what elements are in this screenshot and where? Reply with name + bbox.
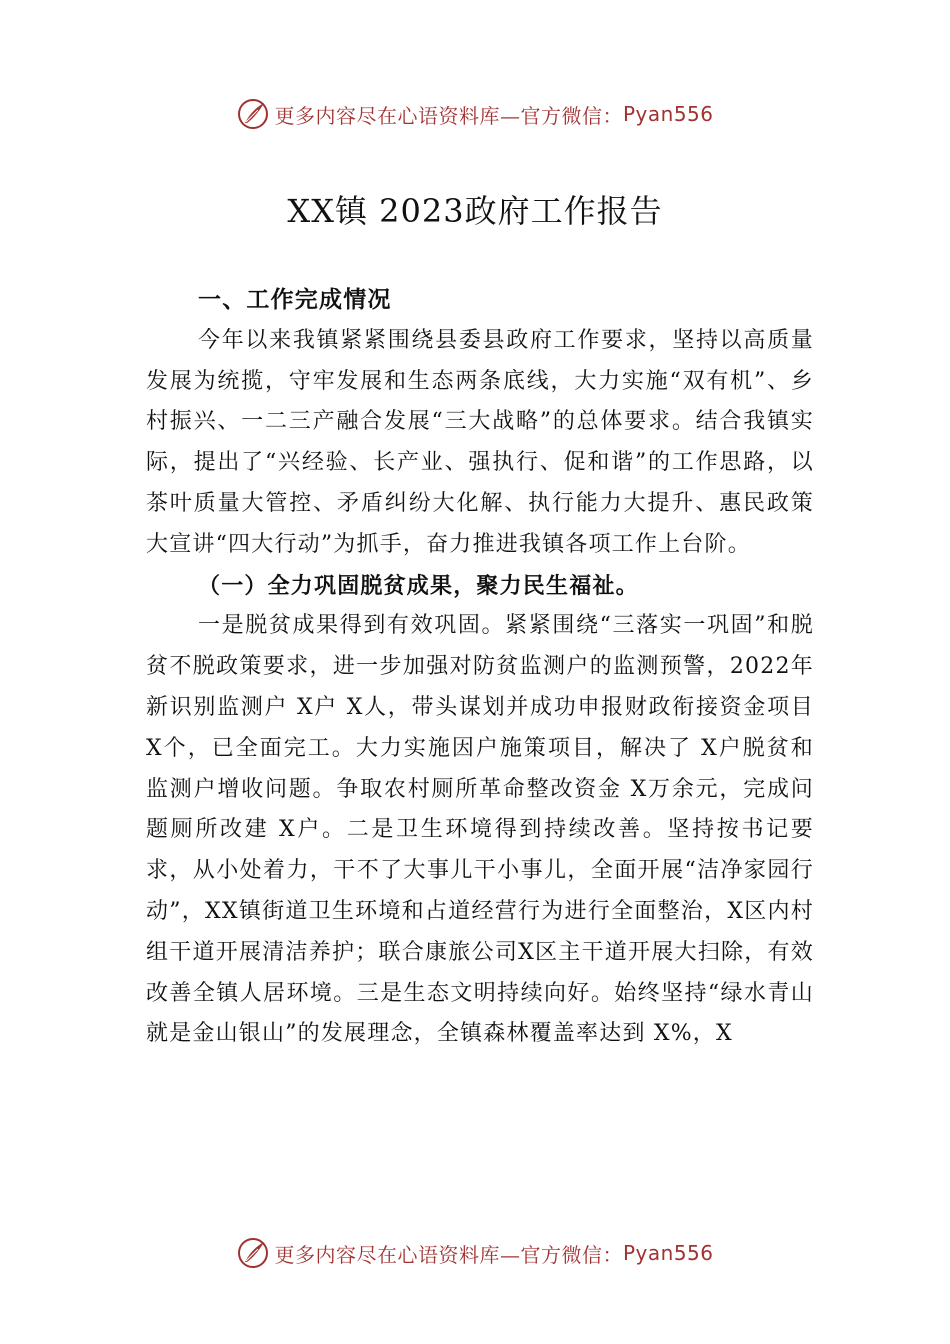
- watermark-text: 更多内容尽在心语资料库—官方微信：: [274, 1242, 623, 1267]
- document-body: [146, 280, 814, 1055]
- paragraph-poverty: 一是脱贫成果得到有效巩固。紧紧围绕“三落实一巩固”和脱贫不脱政策要求，进一步加强对防贫监测户的监测预警，2022年新识别监测户 X户 X人，带头谋划并成功申报财政衔接资金项目 X个，已全面完工。大力实施因户施策项目，解决了 X户脱贫和监测户增收问题。争取农村厕所革命整改资金 X万余元，完成问题厕所改建 X户。二是卫生环境得到持续改善。坚持按书记要求，从小处着力，干不了大事儿干小事儿，全面开展“洁净家园行动”，XX镇街道卫生环境和占道经营行为进行全面整治，X区内村组干道开展清洁养护；联合康旅公司X区主干道开展大扫除，有效改善全镇人居环境。三是生态文明持续向好。始终坚持“绿水青山就是金山银山”的发展理念，全镇森林覆盖率达到 X%，X: [146, 613, 814, 1047]
- watermark-banner-top: [0, 94, 950, 134]
- section-heading: 一、工作完成情况: [198, 286, 392, 313]
- watermark-banner-bottom: [0, 1233, 950, 1273]
- watermark-wechat-id: Pyan556: [622, 1241, 714, 1265]
- watermark-wechat-id: Pyan556: [622, 102, 714, 126]
- quill-logo-icon: [236, 97, 270, 131]
- subsection-heading: （一）全力巩固脱贫成果，聚力民生福祉。: [198, 572, 639, 599]
- document-title: XX镇 2023政府工作报告: [287, 192, 663, 230]
- watermark-text: 更多内容尽在心语资料库—官方微信：: [274, 103, 623, 128]
- quill-logo-icon: [236, 1236, 270, 1270]
- paragraph-intro: 今年以来我镇紧紧围绕县委县政府工作要求，坚持以高质量发展为统揽，守牢发展和生态两条底线，大力实施“双有机”、乡村振兴、一二三产融合发展“三大战略”的总体要求。结合我镇实际，提出了“兴经验、长产业、强执行、促和谐”的工作思路，以茶叶质量大管控、矛盾纠纷大化解、执行能力大提升、惠民政策大宣讲“四大行动”为抓手，奋力推进我镇各项工作上台阶。: [146, 327, 814, 557]
